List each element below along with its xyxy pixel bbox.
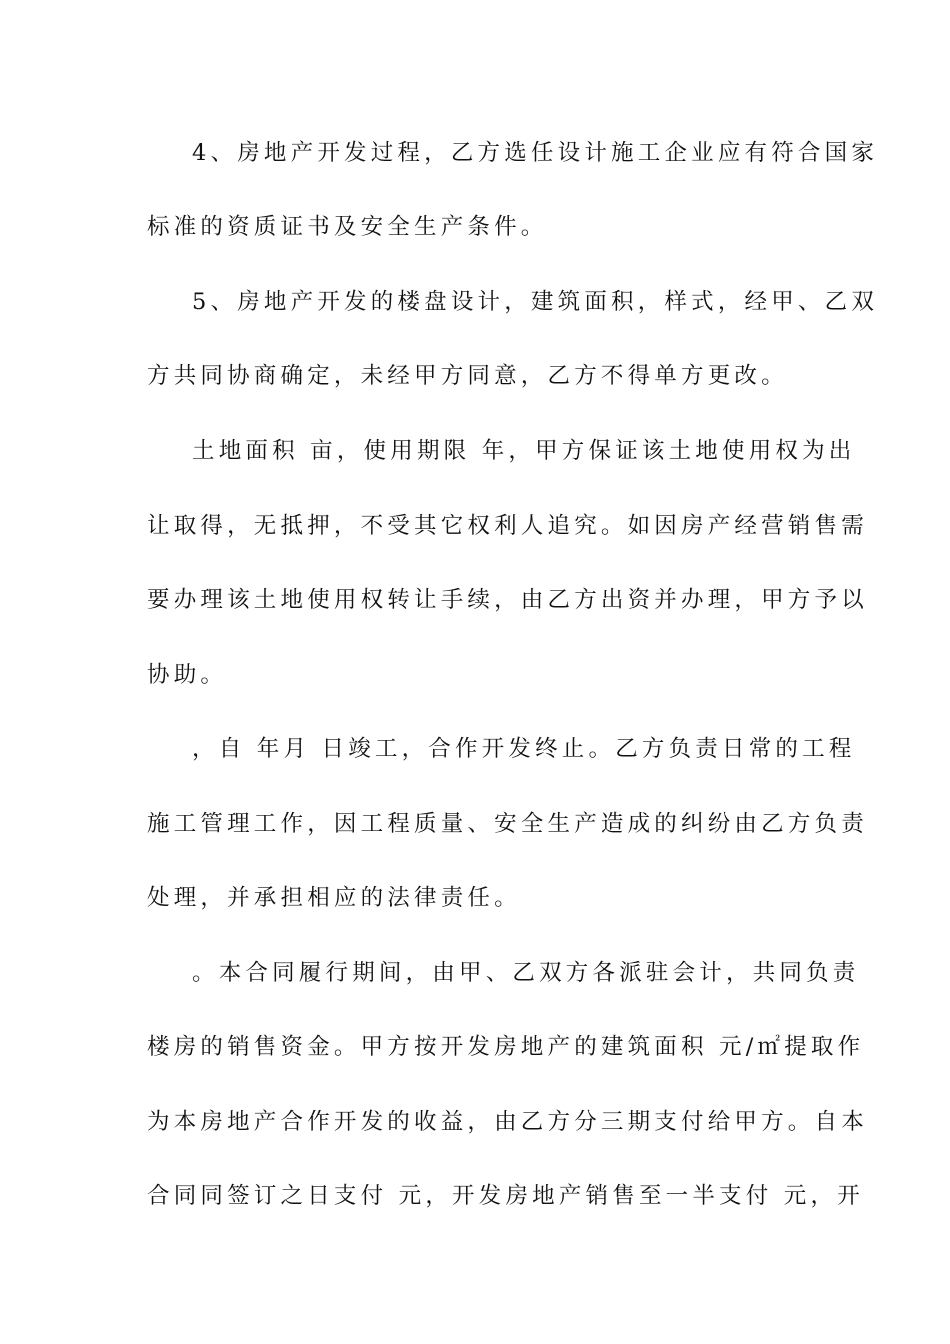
paragraph-1-line-1: 4、房地产开发过程，乙方选任设计施工企业应有符合国家 bbox=[192, 140, 879, 166]
paragraph-4-line-1: ，自 年月 日竣工，合作开发终止。乙方负责日常的工程 bbox=[192, 736, 856, 762]
paragraph-5-line-3: 为本房地产合作开发的收益，由乙方分三期支付给甲方。自本 bbox=[147, 1109, 868, 1135]
paragraph-5-line-4: 合同同签订之日支付 元，开发房地产销售至一半支付 元，开 bbox=[147, 1183, 864, 1209]
paragraph-5-line-2: 楼房的销售资金。甲方按开发房地产的建筑面积 元/㎡提取作 bbox=[147, 1034, 865, 1060]
paragraph-1-line-2: 标准的资质证书及安全生产条件。 bbox=[147, 214, 548, 240]
paragraph-5-line-1: 。本合同履行期间，由甲、乙双方各派驻会计，共同负责 bbox=[192, 960, 860, 986]
paragraph-3-line-1: 土地面积 亩，使用期限 年，甲方保证该土地使用权为出 bbox=[192, 438, 856, 464]
paragraph-4-line-3: 处理，并承担相应的法律责任。 bbox=[147, 885, 521, 911]
paragraph-3-line-4: 协助。 bbox=[147, 662, 228, 688]
paragraph-3-line-2: 让取得，无抵押，不受其它权利人追究。如因房产经营销售需 bbox=[147, 513, 868, 539]
paragraph-2-line-2: 方共同协商确定，未经甲方同意，乙方不得单方更改。 bbox=[147, 363, 788, 389]
paragraph-2-line-1: 5、房地产开发的楼盘设计，建筑面积，样式，经甲、乙双 bbox=[192, 289, 879, 315]
paragraph-4-line-2: 施工管理工作，因工程质量、安全生产造成的纠纷由乙方负责 bbox=[147, 811, 868, 837]
paragraph-3-line-3: 要办理该土地使用权转让手续，由乙方出资并办理，甲方予以 bbox=[147, 587, 868, 613]
